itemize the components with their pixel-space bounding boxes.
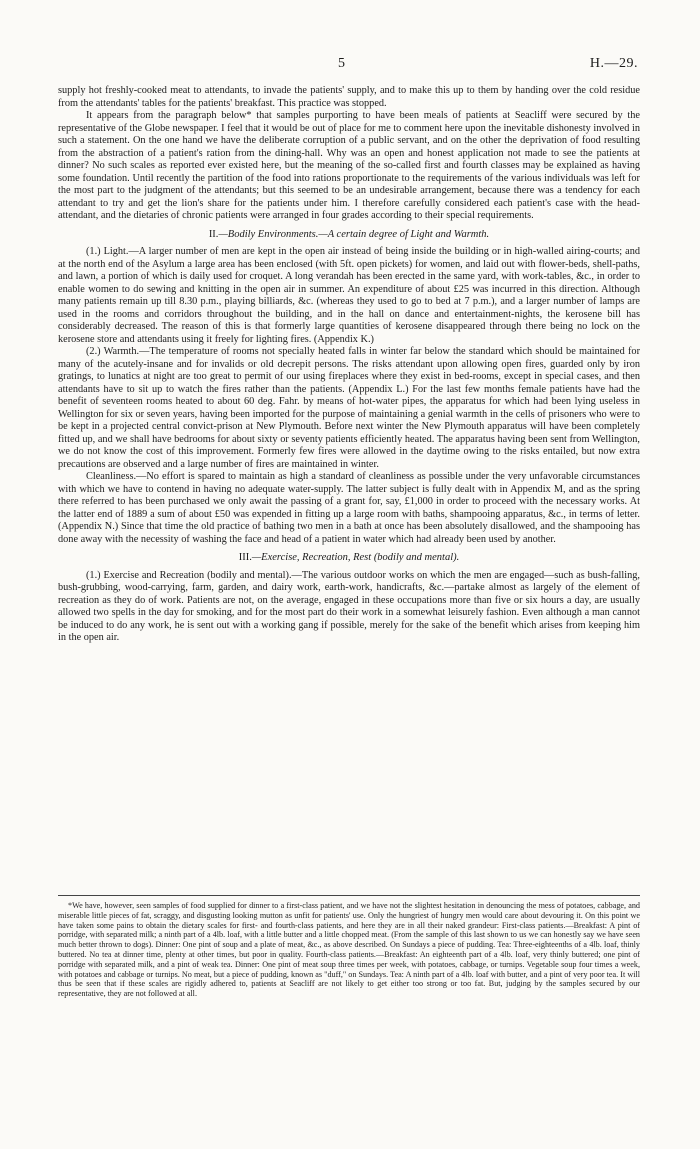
footnote-divider xyxy=(58,895,640,896)
paragraph: It appears from the paragraph below* that samples purporting to have been meals of patients at Seacliff were secured by the representative of the Globe newspaper. I feel that it would be out of place for me to comment here upon the inevitable dishonesty involved in such a statement. On the one hand we have the deliberate corruption of a public servant, and on the other the deprivation of food resulting from the abstraction of a patient's ration from the dining-hall. Why was an open and honest application not made to see the patients at dinner? No such scales as reported ever existed here, but the meaning of the so-called first and fourth classes may be explained as having some foundation. Until recently the partition of the food into rations proportionate to the requirements of the various individuals was left for the most part to the judgment of the attendants; but this seemed to be an undesirable arrangement, because there was a tendency for each attendant to try and get the lion's share for the patients under him. I therefore carefully considered each patient's case with the head-attendant, and the dietaries of chronic patients were arranged in four grades according to their special requirements. xyxy=(58,110,640,221)
section-number: II. xyxy=(208,228,219,240)
paragraph: supply hot freshly-cooked meat to attendants, to invade the patients' supply, and to make this up to them by handing over the cold residue from the attendants' tables for the patients' breakfast. This practice was stopped. xyxy=(58,85,640,109)
section-heading xyxy=(58,229,640,242)
section-number: III. xyxy=(238,552,252,563)
paragraph: (1.) Exercise and Recreation (bodily and mental).—The various outdoor works on which the men are engaged—such as bush-falling, bush-grubbing, wood-carrying, farm, garden, and dairy work, earth-work, handicrafts, &c.—partake almost as largely of the element of recreation as they do of work. Patients are not, on the average, engaged in these occupations more than five or six hours a day, are usually allowed two spells in the day for smoking, and for the most part do their work in a somewhat leisurely fashion. Even although a man cannot be induced to do any work, he is sent out with a working gang if possible, merely for the sake of the benefit which arises from keeping him in the open air. xyxy=(58,569,640,643)
footnote-text: *We have, however, seen samples of food supplied for dinner to a first-class patient, and we have not the slightest hesitation in denouncing the mess of potatoes, cabbage, and miserable little pieces of fat, scraggy, and disgusting looking mutton as unfit for patients' use. Only the hungriest of hungry men would care about devouring it. On this point we have taken some pains to obtain the dietary scales for first- and fourth-class patients, and here they are in all their naked grandeur: First-class patients.—Breakfast: A pint of porridge, with separated milk; a ninth part of a 4lb. loaf, with a little butter and a little chopped meat. (From the sample of this last shown to us we can honestly say we have seen much better thrown to dogs). Dinner: One pint of soup and a plate of meat, &c., as above described. On Sundays a piece of pudding. Tea: Three-eighteenths of a 4lb. loaf, thinly buttered. No tea at dinner time, plenty at other times, but poor in quality. Fourth-class patients.—Breakfast: An eighteenth part of a 4lb. loaf, very thinly buttered; one pint of porridge with separated milk, and a pint of weak tea. Dinner: One pint of meat soup three times per week, with potatoes, cabbage, or turnips. Vegetable soup four times a week, with potatoes and cabbage or turnips. No meat, but a piece of pudding, known as "duff," on Sundays. Tea: A ninth part of a 4lb. loaf with butter, and a pint of very poor tea. It will thus be seen that if these scales are rigidly adhered to, patients at Seacliff are not likely to get either too strong or too fat. But, judging by the samples secured by our representative, they are not followed at all. xyxy=(58,901,640,999)
main-text xyxy=(58,85,640,645)
page-number: 5 xyxy=(338,56,345,71)
paragraph: Cleanliness.—No effort is spared to maintain as high a standard of cleanliness as possible under the very unfavorable circumstances with which we have to contend in having no adequate water-supply. The latter subject is fully dealt with in Appendix M, and as the spring there referred to has been purchased we only await the passing of a grant for, say, £1,000 in order to proceed with the necessary works. At the latter end of 1889 a sum of about £50 was expended in fitting up a large room with baths, shampooing apparatus, &c., in terms of letter. (Appendix N.) Since that time the old practice of bathing two men in a bath at once has been absolutely disallowed, and the shampooing has done away with the necessity of washing the face and head of a patient in water which had already been used by another. xyxy=(58,471,640,545)
footnote xyxy=(58,901,640,999)
paragraph: (2.) Warmth.—The temperature of rooms not specially heated falls in winter far below the standard which should be maintained for many of the acutely-insane and for invalids or old decrepit persons. The risks attendant upon allowing open fires, guarded only by iron gratings, to lunatics at night are too great to permit of our using fireplaces where they exist in bed-rooms, except in special cases, and then attendants have to sit up to watch the fires rather than the patients. (Appendix L.) For the last few months female patients have had the benefit of seventeen rooms heated to about 60 deg. Fahr. by means of hot-water pipes, the apparatus for which had been lying useless in Wellington for six or seven years, having been imported for the purpose of maintaining a genial warmth in the cells of prisoners who were to be kept in a projected central convict-prison at New Plymouth. Before next winter the New Plymouth apparatus will have been completely fitted up, and we shall have bedrooms for about sixty or seventy patients efficiently heated. The apparatus having been sent from Wellington, we do not know the cost of this improvement. Formerly few fires were allowed in the daytime owing to the risks entailed, but now extra precautions are observed and a large number of fires are maintained in winter. xyxy=(58,346,640,470)
section-heading xyxy=(58,552,640,565)
section-title: —Exercise, Recreation, Rest (bodily and mental). xyxy=(251,552,460,563)
paragraph: (1.) Light.—A larger number of men are kept in the open air instead of being inside the building or in high-walled airing-courts; and at the north end of the Asylum a large area has been enclosed (with 5ft. open pickets) for women, and laid out with flower-beds, shell-paths, and lawn, a portion of which is daily used for croquet. A long verandah has been erected in the same yard, with work-tables, &c., in order to enable women to do sewing and knitting in the open air in summer. An expenditure of about £25 was incurred in this direction. Although many patients remain up till 8.30 p.m., playing billiards, &c. (whereas they used to go to bed at 7 p.m.), and a larger number of lamps are used in the rooms and corridors throughout the building, and in the hall on dance and entertainment-nights, the kerosene bill has considerably decreased. The reason of this is that formerly large quantities of kerosene disappeared through there being no lock on the kerosene store and attendants using it freely for lighting fires. (Appendix K.) xyxy=(58,246,640,345)
document-reference: H.—29. xyxy=(589,56,638,71)
section-title: —Bodily Environments.—A certain degree of Light and Warmth. xyxy=(218,228,490,240)
